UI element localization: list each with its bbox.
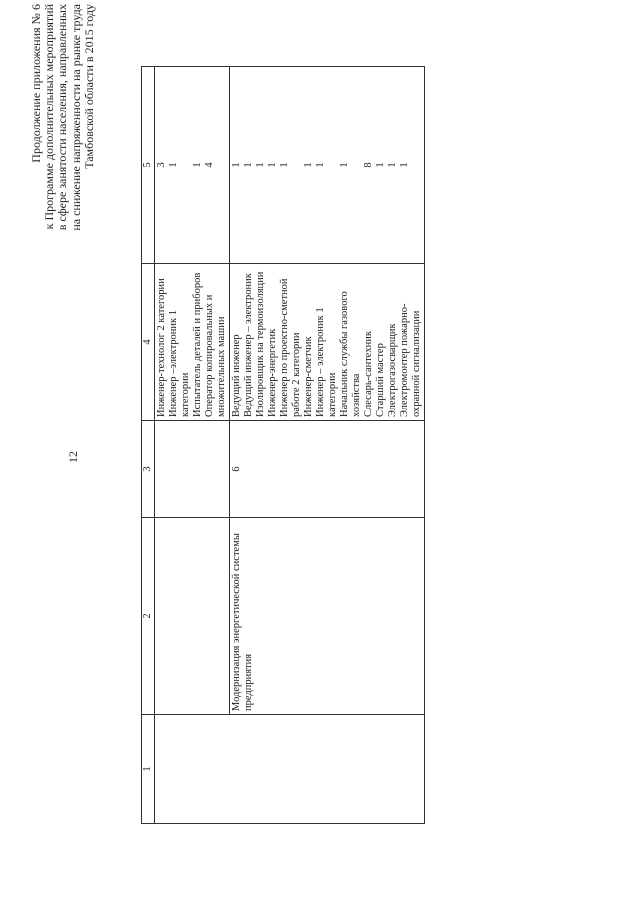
position-label: Ведущий инженер – электроник [243,273,254,417]
page-number: 12 [66,451,80,463]
position-label: Инженер-энергетик [267,328,278,417]
empty-cell [155,421,230,518]
appendix-line: Продолжение приложения № 6 [29,4,43,163]
position-label: Начальник службы газового хозяйства [339,291,362,417]
count-value: 1 [303,162,314,168]
header-cell-5: 5 [142,67,155,264]
appendix-line: к Программе дополнительных мероприятий [42,4,57,230]
empty-cell [155,715,425,824]
count-value: 8 [363,162,374,168]
position-cell [155,264,230,421]
count-value: 1 [399,162,410,168]
count-value: 1 [243,162,254,168]
position-label: Инженер – электроник 1 категории [315,307,338,417]
appendix-line: на снижение напряженности на рынке труда [68,4,83,231]
count-cell [230,67,425,264]
count-value: 4 [204,162,215,168]
position-label: Инженер-технолог 2 категории [156,278,167,417]
measure-number-cell: 6 [230,421,425,518]
table-header-row [142,67,155,824]
count-value: 1 [267,162,278,168]
position-label: Инженер-сметчик [303,336,314,417]
position-label: Оператор копировальных и множительных машин [204,294,227,417]
position-label: Изолировщик на термоизоляции [255,271,266,417]
position-label: Ведущий инженер [231,334,242,417]
header-cell-1: 1 [142,715,155,824]
appendix-heading [30,4,96,309]
appendix-line: в сфере занятости населения, направленных [55,4,70,231]
count-value: 1 [339,162,350,168]
table-row [230,67,425,824]
position-cell [230,264,425,421]
header-cell-3: 3 [142,421,155,518]
count-value: 1 [168,162,179,168]
count-value: 1 [375,162,386,168]
header-cell-2: 2 [142,518,155,715]
measure-cell: Модернизация энергетической системы предприятия [230,518,425,715]
position-label: Электромонтер пожарно-охранной сигнализации [399,303,422,417]
position-label: Инженер по проектно-сметной работе 2 категории [279,278,302,417]
count-value: 1 [231,162,242,168]
position-label: Старший мастер [375,343,386,417]
count-value: 3 [156,162,167,168]
count-value: 1 [192,162,203,168]
appendix-line: Тамбовской области в 2015 году [81,4,96,169]
count-value: 1 [315,162,326,168]
count-value: 1 [255,162,266,168]
staffing-table [141,66,425,824]
position-label: Инженер –электроник 1 категории [168,310,191,417]
table-row [155,67,230,824]
empty-cell [155,518,230,715]
header-cell-4: 4 [142,264,155,421]
count-value: 1 [279,162,290,168]
count-cell [155,67,230,264]
count-value: 1 [387,162,398,168]
position-label: Испытатель деталей и приборов [192,272,203,417]
position-label: Электрогазосварщик [387,323,398,417]
position-label: Слесарь-сантехник [363,331,374,417]
